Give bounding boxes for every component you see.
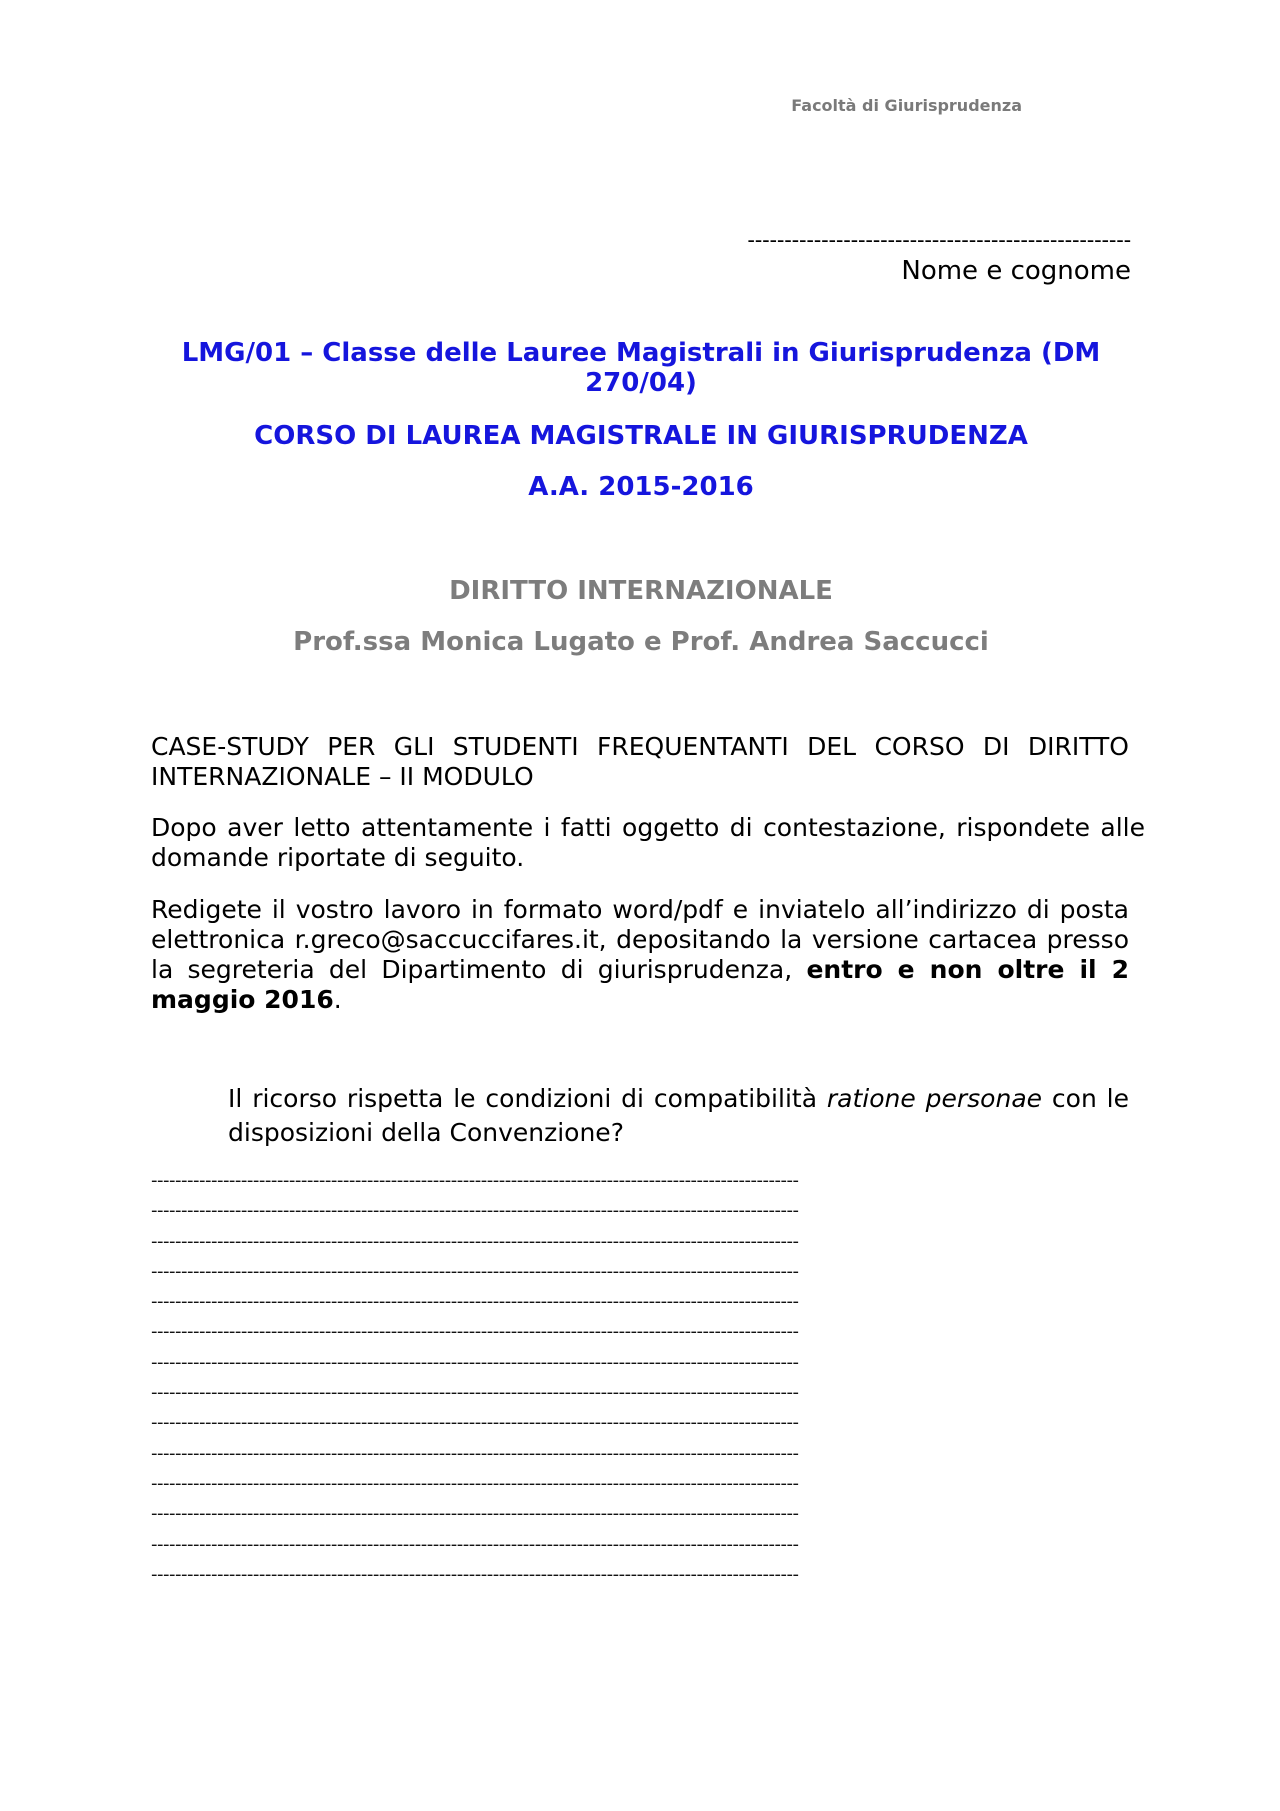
case-study-intro: CASE-STUDY PER GLI STUDENTI FREQUENTANTI DEL CORSO DI DIRITTO INTERNAZIONALE – II MODULO bbox=[151, 732, 1129, 791]
submission-text: Redigete il vostro lavoro in formato word/pdf e inviatelo all’indirizzo di posta elettronica r.greco@saccuccifares.it, depositando la versione cartacea presso la segreteria del Dipartimento di giurisprudenza, bbox=[151, 895, 1129, 984]
answer-line: ------------------------------------------------------------------------------------------------------------ bbox=[151, 1200, 799, 1222]
subject-title: DIRITTO INTERNAZIONALE bbox=[449, 576, 833, 606]
answer-line: ------------------------------------------------------------------------------------------------------------ bbox=[151, 1291, 799, 1313]
deadline-end: . bbox=[333, 985, 342, 1014]
question-text-after: con le disposizioni della Convenzione? bbox=[228, 1084, 1129, 1147]
answer-area bbox=[151, 1170, 1129, 1594]
answer-line: ------------------------------------------------------------------------------------------------------------ bbox=[151, 1472, 799, 1494]
answer-line: ------------------------------------------------------------------------------------------------------------ bbox=[151, 1382, 799, 1404]
signature-line: ---------------------------------------------------- bbox=[747, 228, 1131, 252]
question-1 bbox=[228, 1082, 1129, 1150]
degree-class-title: LMG/01 – Classe delle Lauree Magistrali in Giurisprudenza (DM 270/04) bbox=[181, 338, 1101, 398]
answer-line: ------------------------------------------------------------------------------------------------------------ bbox=[151, 1230, 799, 1252]
academic-year: A.A. 2015-2016 bbox=[528, 472, 754, 502]
professors: Prof.ssa Monica Lugato e Prof. Andrea Saccucci bbox=[293, 627, 989, 657]
answer-line: ------------------------------------------------------------------------------------------------------------ bbox=[151, 1533, 799, 1555]
instructions: Dopo aver letto attentamente i fatti oggetto di contestazione, rispondete alle domande riportate di seguito. bbox=[151, 813, 1145, 872]
answer-line: ------------------------------------------------------------------------------------------------------------ bbox=[151, 1412, 799, 1434]
faculty-header: Facoltà di Giurisprudenza bbox=[791, 96, 1022, 115]
answer-line: ------------------------------------------------------------------------------------------------------------ bbox=[151, 1321, 799, 1343]
submission-instructions bbox=[151, 895, 1129, 1015]
course-title: CORSO DI LAUREA MAGISTRALE IN GIURISPRUDENZA bbox=[254, 421, 1028, 451]
deadline: entro e non oltre il 2 maggio 2016 bbox=[151, 955, 1130, 1014]
answer-line: ------------------------------------------------------------------------------------------------------------ bbox=[151, 1351, 799, 1373]
answer-line: ------------------------------------------------------------------------------------------------------------ bbox=[151, 1503, 799, 1525]
question-emphasis: ratione personae bbox=[826, 1084, 1043, 1113]
answer-line: ------------------------------------------------------------------------------------------------------------ bbox=[151, 1170, 799, 1191]
question-text-before: Il ricorso rispetta le condizioni di compatibilità bbox=[228, 1084, 827, 1113]
signature-label: Nome e cognome bbox=[901, 256, 1131, 286]
answer-line: ------------------------------------------------------------------------------------------------------------ bbox=[151, 1563, 799, 1585]
answer-line: ------------------------------------------------------------------------------------------------------------ bbox=[151, 1260, 799, 1282]
answer-line: ------------------------------------------------------------------------------------------------------------ bbox=[151, 1442, 799, 1464]
